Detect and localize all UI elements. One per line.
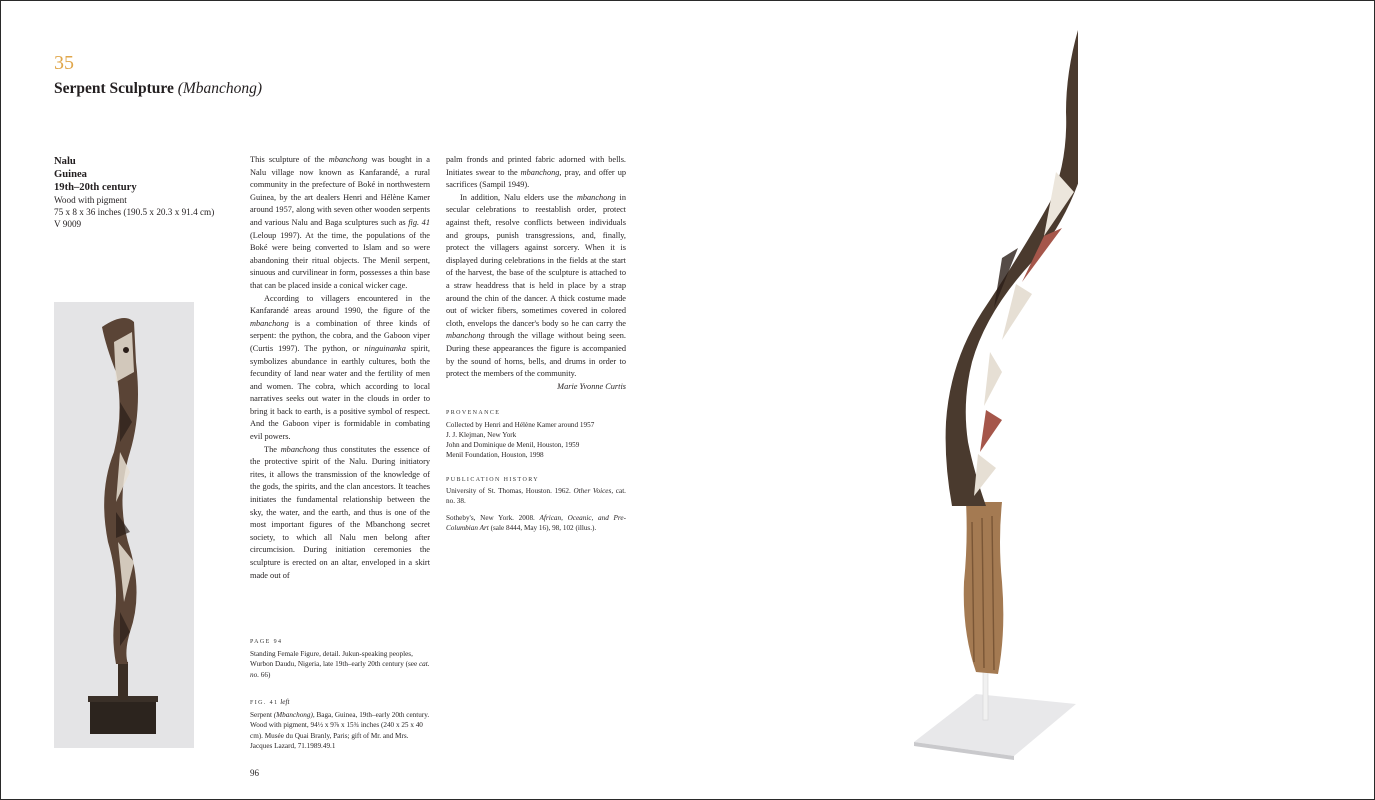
publication-entry: University of St. Thomas, Houston. 1962. Other Voices, cat. no. 38.	[446, 487, 626, 506]
title-main: Serpent Sculpture	[54, 80, 174, 97]
serpent-sculpture-photo	[898, 22, 1078, 760]
caption-fig-41	[250, 697, 430, 751]
publication-history-heading: PUBLICATION HISTORY	[446, 476, 539, 483]
caption-page-label: PAGE 94	[250, 639, 283, 645]
pattern-white-3	[984, 352, 1002, 406]
medium: Wood with pigment	[54, 195, 127, 205]
essay-paragraph-2: According to villagers encountered in the Kanfarandé areas around 1990, the figure of the mbanchong is a combination of three kinds of serpent: the python, the cobra, and the Gaboon viper (Curtis 1997). The python, or ninguinanka spirit, symbolizes abundance in earthly cultures, both the fecundity of land near water and the fertility of men and women. The cobra, which according to local narratives seeks out water in the clouds in order to bring it back to earth, is a positive symbol of respect. And the Gaboon viper is formidable in combating evil powers.	[250, 293, 430, 442]
essay-paragraph-4: In addition, Nalu elders use the mbanchong in secular celebrations to reestablish order, protect against theft, resolve conflicts between individuals and groups, punish transgressions, and, finally, protect the villagers against sorcery. When it is displayed during celebrations in the fields at the start of the harvest, the base of the sculpture is attached to a straw headdress that is held in place by a strap around the chin of the dancer. A thick costume made out of wicker fibers, sometimes covered in colored cloth, envelops the dancer's body so he can carry the mbanchong through the village without being seen. During these appearances the figure is accompanied by the sound of horns, bells, and drums in order to protect the members of the community.	[446, 192, 626, 379]
caption-page-text: Standing Female Figure, detail. Jukun-speaking peoples, Wurbon Daudu, Nigeria, late 19th–early 20th century (see cat. no. 66)	[250, 650, 430, 679]
culture: Nalu	[54, 156, 76, 167]
dimensions: 75 x 8 x 36 inches (190.5 x 20.3 x 91.4 cm)	[54, 207, 215, 217]
serpent-body	[946, 30, 1078, 506]
title-italic: (Mbanchong)	[177, 80, 263, 97]
provenance-heading: PROVENANCE	[446, 410, 501, 417]
catalog-number: 35	[54, 52, 74, 74]
catalog-title	[54, 80, 262, 99]
date: 19th–20th century	[54, 182, 137, 193]
essay-paragraph-3: The mbanchong thus constitutes the essence of the protective spirit of the Nalu. During initiatory rites, it allows the transmission of the knowledge of the gods, the spirits, and the clan ancestors. It teaches initiates the fundamental relationship between the sky, the water, and the earth, and thus is one of the most important figures of the Mbanchong secret society, to which all Nalu men belong after circumcision. During initiation ceremonies the sculpture is erected on an altar, enveloped in a skirt made out of	[250, 444, 430, 580]
page-number: 96	[250, 768, 259, 778]
accession-number: V 9009	[54, 219, 82, 229]
country: Guinea	[54, 169, 87, 180]
provenance-list	[446, 420, 626, 460]
provenance-line: J. J. Klejman, New York	[446, 430, 517, 439]
provenance-line: Collected by Henri and Hélène Kamer around 1957	[446, 420, 595, 429]
sculpture-base	[90, 700, 156, 734]
serpent-eye	[123, 347, 129, 353]
essay-paragraph-1: This sculpture of the mbanchong was bought in a Nalu village now known as Kanfarandé, a rural community in the prefecture of Boké in northwestern Guinea, by the art dealers Henri and Hélène Kamer around 1957, along with seven other wooden serpents and various Nalu and Baga sculptures such as fig. 41 (Leloup 1997). At the time, the populations of the Boké were being converted to Islam and so were abandoning their ritual objects. The Menil serpent, sinuous and curvilinear in form, possesses a thin base that can be placed inside a conical wicker cage.	[250, 155, 430, 290]
essay-column-1	[250, 154, 430, 582]
caption-fig-label-row	[250, 697, 430, 708]
essay-paragraph-3-continued: palm fronds and printed fabric adorned with bells. Initiates swear to the mbanchong, pray, and offer up sacrifices (Sampil 1949).	[446, 155, 626, 190]
essay-column-2	[446, 154, 626, 533]
caption-fig-side: left	[280, 698, 290, 706]
provenance-line: Menil Foundation, Houston, 1998	[446, 450, 544, 459]
caption-fig-label: FIG. 41	[250, 700, 279, 706]
object-metadata	[54, 155, 244, 230]
essay-author: Marie Yvonne Curtis	[557, 381, 626, 391]
publication-entry: Sotheby's, New York. 2008. African, Oceanic, and Pre-Columbian Art (sale 8444, May 16), 98, 102 (illus.).	[446, 514, 626, 533]
caption-fig-text: Serpent (Mbanchong), Baga, Guinea, 19th–early 20th century. Wood with pigment, 94½ x 9⅞ x 15¾ inches (240 x 25 x 40 cm). Musée du Quai Branly, Paris; gift of Mr. and Mrs. Jacques Lazard, 71.1989.49.1	[250, 711, 430, 750]
stand-post	[118, 662, 128, 700]
publication-history-list	[446, 486, 626, 533]
provenance-line: John and Dominique de Menil, Houston, 1959	[446, 440, 580, 449]
fig-41-photo	[54, 302, 194, 748]
caption-page-94	[250, 637, 430, 680]
pattern-white-4	[974, 454, 996, 496]
pattern-red-2	[980, 410, 1002, 452]
